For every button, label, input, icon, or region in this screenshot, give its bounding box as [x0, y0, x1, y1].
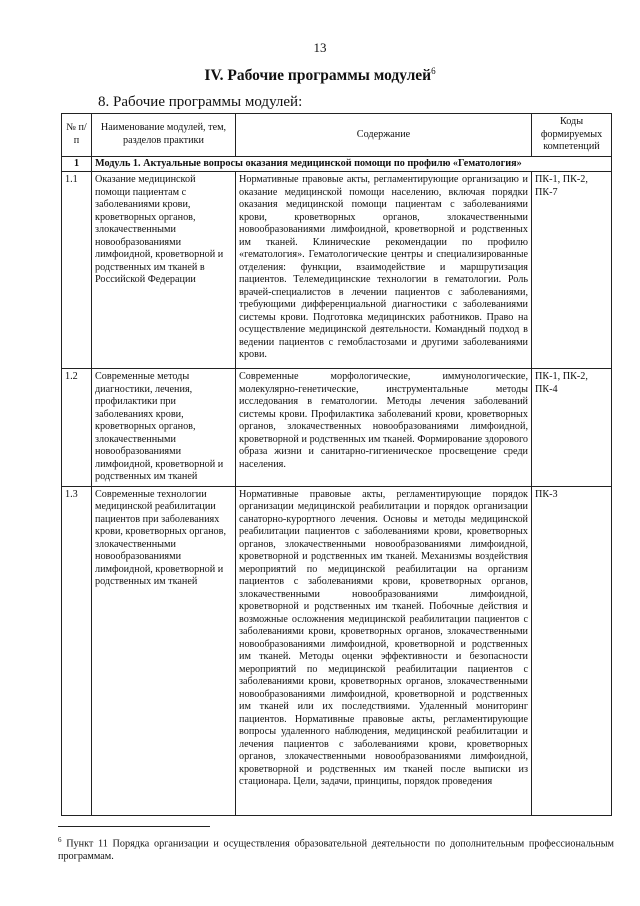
row-content: Нормативные правовые акты, регламентирующие организацию и оказание медицинской помощи населению, включая порядки оказания медицинской помощи пациентам с заболеваниями крови, кроветворных органов, злокачественными новообразованиями лимфоидной, кроветворной и родственных им тканей. Клинические рекомендации по профилю «гематология». Гематологические центры и специализированные отделения: функции, взаимодействие и маршрутизация пациентов. Телемедицинские технологии в гематологии. Роль врачей-специалистов в лечении пациентов с заболеваниями, требующими дифференциальной диагностики с заболеваниями системы крови. Подготовка медицинских работников. Право на осуществление медицинской деятельности. Командный подход в ведении пациентов с гемобластозами и другими заболеваниями крови. — [236, 172, 532, 369]
header-num: № п/п — [62, 114, 92, 157]
row-topic-name: Оказание медицинской помощи пациентам с заболеваниями крови, кроветворных органов, злокачественными новообразованиями лимфоидной, кроветворной и родственных им тканей в Российской Федерации — [92, 172, 236, 369]
header-name: Наименование модулей, тем, разделов практики — [92, 114, 236, 157]
footnote-mark: 6 — [58, 836, 62, 844]
footnote-text: Пункт 11 Порядка организации и осуществления образовательной деятельности по дополнительным профессиональным программам. — [58, 838, 614, 863]
section-title-text: IV. Рабочие программы модулей — [204, 67, 432, 85]
row-num: 1.1 — [62, 172, 92, 369]
row-content: Нормативные правовые акты, регламентирующие порядок организации медицинской реабилитации и порядок организации санаторно-курортного лечения. Основы и методы медицинской реабилитации пациентов с заболеваниями крови, кроветворных органов, злокачественными новообразованиями лимфоидной, кроветворной и родственных им тканей. Механизмы воздействия мероприятий по медицинской реабилитации на организм пациентов с заболеваниями крови, кроветворных органов, злокачественными новообразованиями лимфоидной, кроветворной и родственных им тканей. Побочные действия и возможные осложнения медицинской реабилитации пациентов с заболеваниями крови, кроветворных органов, злокачественными новообразованиями лимфоидной, кроветворной и родственных им тканей. Методы оценки эффективности и безопасности мероприятий по медицинской реабилитации пациентов с заболеваниями крови, кроветворных органов, злокачественными новообразованиями лимфоидной, кроветворной и родственных им тканей или их последствиями. Удаленный мониторинг пациентов. Нормативные правовые акты, регламентирующие вопросы удаленного наблюдения, медицинской реабилитации и лечения пациентов с заболеваниями крови, кроветворных органов, злокачественными новообразованиями лимфоидной, кроветворной и родственных им тканей после выписки из стационара. Цели, задачи, принципы, порядок проведения — [236, 486, 532, 815]
modules-table — [61, 113, 612, 816]
page-number: 13 — [313, 40, 327, 55]
footnote — [58, 834, 614, 863]
table-row — [62, 486, 612, 815]
row-topic-name: Современные технологии медицинской реабилитации пациентов при заболеваниях крови, кроветворных органов, злокачественными новообразованиями лимфоидной, кроветворной и родственных им тканей — [92, 486, 236, 815]
row-competency-codes: ПК-1, ПК-2, ПК-4 — [532, 369, 612, 487]
header-content: Содержание — [236, 114, 532, 157]
row-competency-codes: ПК-3 — [532, 486, 612, 815]
footnote-divider — [58, 826, 210, 827]
row-topic-name: Современные методы диагностики, лечения, профилактики при заболеваниях крови, кроветворных органов, злокачественными новообразованиями лимфоидной, кроветворной и родственных им тканей — [92, 369, 236, 487]
module-num: 1 — [62, 156, 92, 172]
row-content: Современные морфологические, иммунологические, молекулярно-генетические, инструментальные методы исследования в гематологии. Методы лечения заболеваний системы крови. Профилактика заболеваний крови, кроветворных органов, злокачественных новообразованиями лимфоидной, кроветворной и родственных им тканей. Формирование здорового образа жизни и санитарно-гигиеническое просвещение среди населения. — [236, 369, 532, 487]
header-codes: Коды формируемых компетенций — [532, 114, 612, 157]
module-row — [62, 156, 612, 172]
module-title: Модуль 1. Актуальные вопросы оказания медицинской помощи по профилю «Гематология» — [92, 156, 612, 172]
row-num: 1.2 — [62, 369, 92, 487]
row-num: 1.3 — [62, 486, 92, 815]
row-competency-codes: ПК-1, ПК-2, ПК-7 — [532, 172, 612, 369]
footnote-reference: 6 — [431, 66, 436, 76]
table-row — [62, 172, 612, 369]
table-row — [62, 369, 612, 487]
subsection-title: 8. Рабочие программы модулей: — [98, 94, 303, 110]
section-title — [0, 66, 640, 85]
table-header-row — [62, 114, 612, 157]
